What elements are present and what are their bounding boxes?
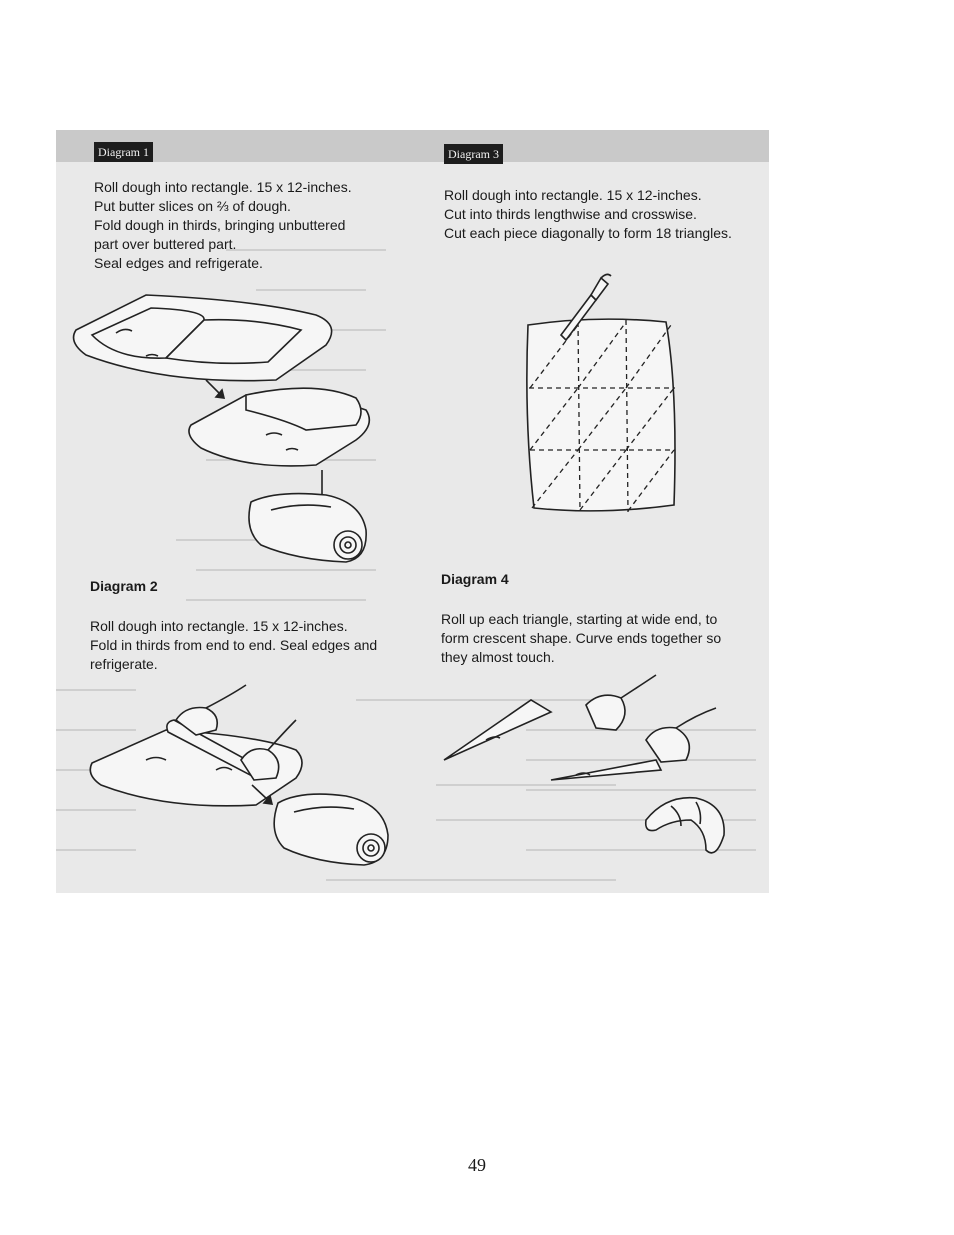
instruction-line: refrigerate. [90, 656, 158, 672]
diagram-4-illustration [56, 130, 769, 893]
instruction-line: part over buttered part. [94, 236, 237, 252]
instruction-line: Roll dough into rectangle. 15 x 12-inches. [90, 618, 348, 634]
diagram-2-heading: Diagram 2 [90, 578, 158, 594]
instruction-line: Roll up each triangle, starting at wide end, to [441, 611, 718, 627]
dough-triangle [551, 760, 661, 780]
instruction-line: Seal edges and refrigerate. [94, 255, 263, 271]
instruction-line: Cut into thirds lengthwise and crosswise. [444, 206, 697, 222]
crescent [646, 798, 724, 853]
instruction-line: Cut each piece diagonally to form 18 triangles. [444, 225, 732, 241]
instruction-line: Fold in thirds from end to end. Seal edges and [90, 637, 378, 653]
page-number: 49 [468, 1155, 486, 1175]
instruction-line: form crescent shape. Curve ends together so [441, 630, 722, 646]
diagram-1-label: Diagram 1 [94, 142, 153, 162]
instruction-line: Roll dough into rectangle. 15 x 12-inches. [444, 187, 702, 203]
instruction-line: Put butter slices on ⅔ of dough. [94, 198, 291, 214]
dough-triangle [444, 700, 551, 760]
scanned-recipe-page [56, 130, 769, 893]
hand [646, 728, 689, 763]
hand [586, 695, 625, 730]
diagram-3-label: Diagram 3 [444, 144, 503, 164]
diagram-4-heading: Diagram 4 [441, 571, 509, 587]
instruction-line: they almost touch. [441, 649, 555, 665]
instruction-line: Fold dough in thirds, bringing unbuttered [94, 217, 346, 233]
instruction-line: Roll dough into rectangle. 15 x 12-inches. [94, 179, 352, 195]
